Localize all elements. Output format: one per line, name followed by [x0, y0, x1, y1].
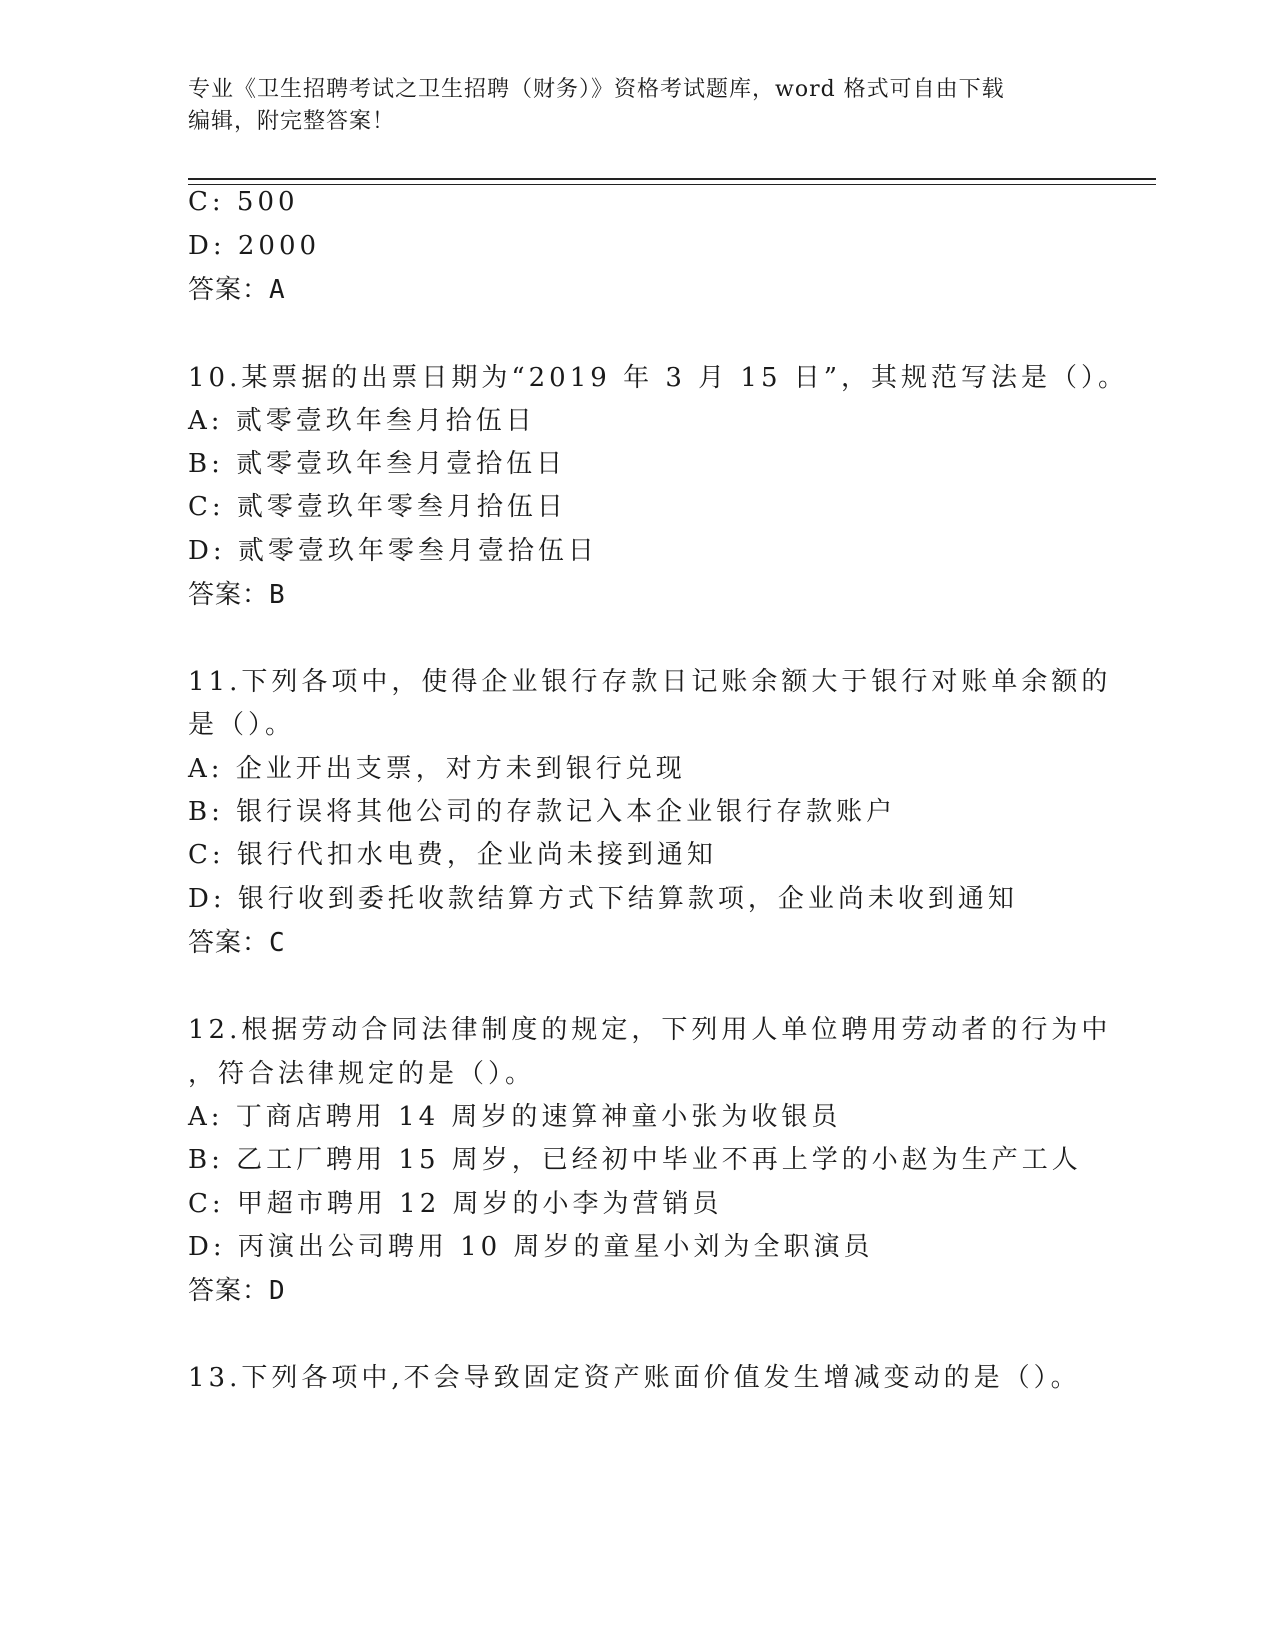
option-b: B: 乙工厂聘用 15 周岁，已经初中毕业不再上学的小赵为生产工人 [188, 1145, 1082, 1175]
header-line: 专业《卫生招聘考试之卫生招聘（财务）》资格考试题库，word 格式可自由下载 [188, 77, 1005, 102]
answer: 答案：B [188, 580, 286, 610]
option-d: D: 2000 [188, 231, 321, 261]
option-d: D: 银行收到委托收款结算方式下结算款项，企业尚未收到通知 [188, 884, 1018, 914]
option-c: C: 银行代扣水电费，企业尚未接到通知 [188, 840, 717, 870]
question-stem: 10.某票据的出票日期为“2019 年 3 月 15 日”，其规范写法是（）。 [188, 363, 1129, 393]
option-a: A: 企业开出支票，对方未到银行兑现 [188, 754, 686, 784]
question-stem: 13.下列各项中,不会导致固定资产账面价值发生增减变动的是（）。 [188, 1363, 1081, 1393]
option-b: B: 贰零壹玖年叁月壹拾伍日 [188, 449, 567, 479]
header-divider [188, 178, 1156, 180]
question-stem: 12.根据劳动合同法律制度的规定，下列用人单位聘用劳动者的行为中 [188, 1015, 1112, 1045]
option-a: A: 贰零壹玖年叁月拾伍日 [188, 406, 536, 436]
answer: 答案：D [188, 1276, 286, 1306]
answer: 答案：C [188, 928, 286, 958]
option-d: D: 丙演出公司聘用 10 周岁的童星小刘为全职演员 [188, 1232, 874, 1262]
answer: 答案：A [188, 275, 286, 305]
option-d: D: 贰零壹玖年零叁月壹拾伍日 [188, 536, 598, 566]
option-c: C: 贰零壹玖年零叁月拾伍日 [188, 492, 567, 522]
question-stem: 是（）。 [188, 710, 296, 740]
option-a: A: 丁商店聘用 14 周岁的速算神童小张为收银员 [188, 1102, 842, 1132]
header-divider [188, 184, 1156, 185]
question-stem: ，符合法律规定的是（）。 [188, 1059, 536, 1089]
question-stem: 11.下列各项中，使得企业银行存款日记账余额大于银行对账单余额的 [188, 667, 1112, 697]
header-line: 编辑，附完整答案！ [188, 109, 396, 134]
option-b: B: 银行误将其他公司的存款记入本企业银行存款账户 [188, 797, 897, 827]
page-header [188, 74, 1088, 138]
option-c: C: 甲超市聘用 12 周岁的小李为营销员 [188, 1189, 723, 1219]
option-c: C: 500 [188, 187, 299, 217]
